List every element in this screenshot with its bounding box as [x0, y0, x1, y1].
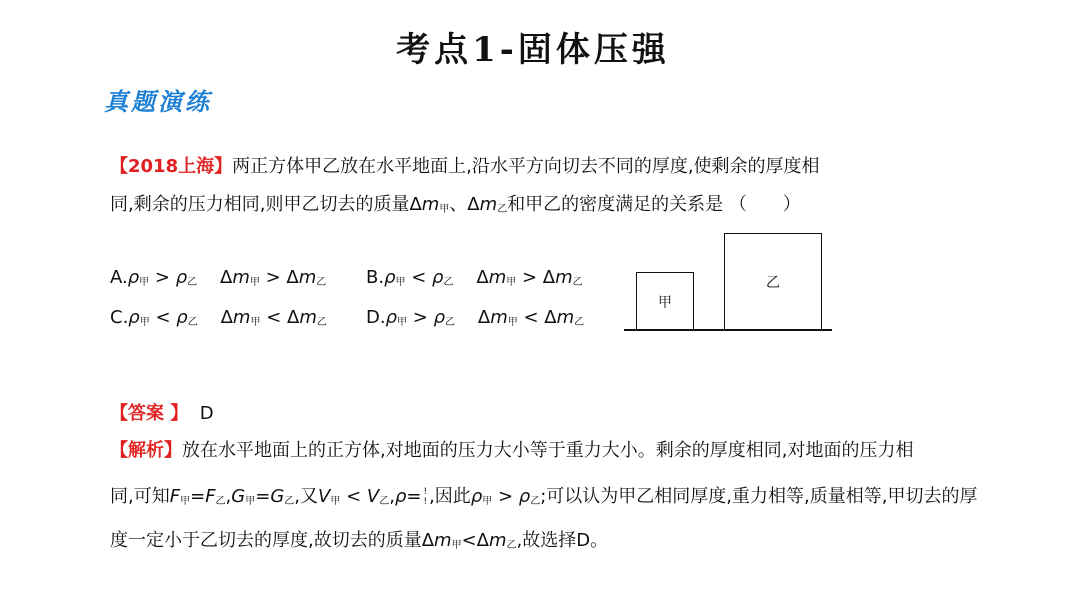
analysis-line-2: 同,可知$F_甲=F_乙,G_甲=G_乙$,又$V_甲 < V_乙,\rho=$ ! ! ,因此$\rho_甲 > \rho_乙$;可以认为甲乙相同厚度,重力相等,质量相等,甲切去的厚 — [110, 486, 978, 507]
cubes-diagram — [620, 228, 835, 336]
density-fraction: ! ! — [423, 487, 428, 507]
question-text-1: 两正方体甲乙放在水平地面上,沿水平方向切去不同的厚度,使剩余的厚度相 — [232, 156, 820, 177]
analysis-line-3: 度一定小于乙切去的厚度,故切去的质量$\Delta m_甲<\Delta m_乙$,故选择D。 — [110, 530, 609, 551]
option-a: $A.\rho_甲 > \rho_乙$ $\Delta m_甲 > \Delta m_乙$ — [110, 267, 327, 288]
section-label: 真题演练 — [104, 87, 212, 116]
answer-line — [110, 401, 214, 427]
question-source: 【2018上海】 — [110, 156, 233, 177]
answer-label: 【答案 】 — [110, 403, 189, 424]
option-d: $D.\rho_甲 > \rho_乙$ $\Delta m_甲 < \Delta m_乙$ — [366, 307, 585, 328]
cube-jia-label: 甲 — [658, 295, 672, 311]
analysis-line-1: 【解析】放在水平地面上的正方体,对地面的压力大小等于重力大小。剩余的厚度相同,对地面的压力相 — [110, 440, 914, 461]
analysis-label: 【解析】 — [110, 440, 182, 461]
ground-line — [624, 329, 832, 331]
page-title: 考点1-固体压强 — [396, 30, 670, 70]
option-b: $B.\rho_甲 < \rho_乙$ $\Delta m_甲 > \Delta m_乙$ — [366, 267, 583, 288]
question-line-2: 同,剩余的压力相同,则甲乙切去的质量$\Delta m_甲$、$\Delta m_乙$和甲乙的密度满足的关系是 （ ） — [110, 194, 801, 215]
answer-value: D — [199, 403, 214, 424]
question-line-1 — [110, 154, 820, 180]
cube-yi-label: 乙 — [766, 275, 780, 291]
option-c: $C.\rho_甲 < \rho_乙$ $\Delta m_甲 < \Delta m_乙$ — [110, 307, 327, 328]
